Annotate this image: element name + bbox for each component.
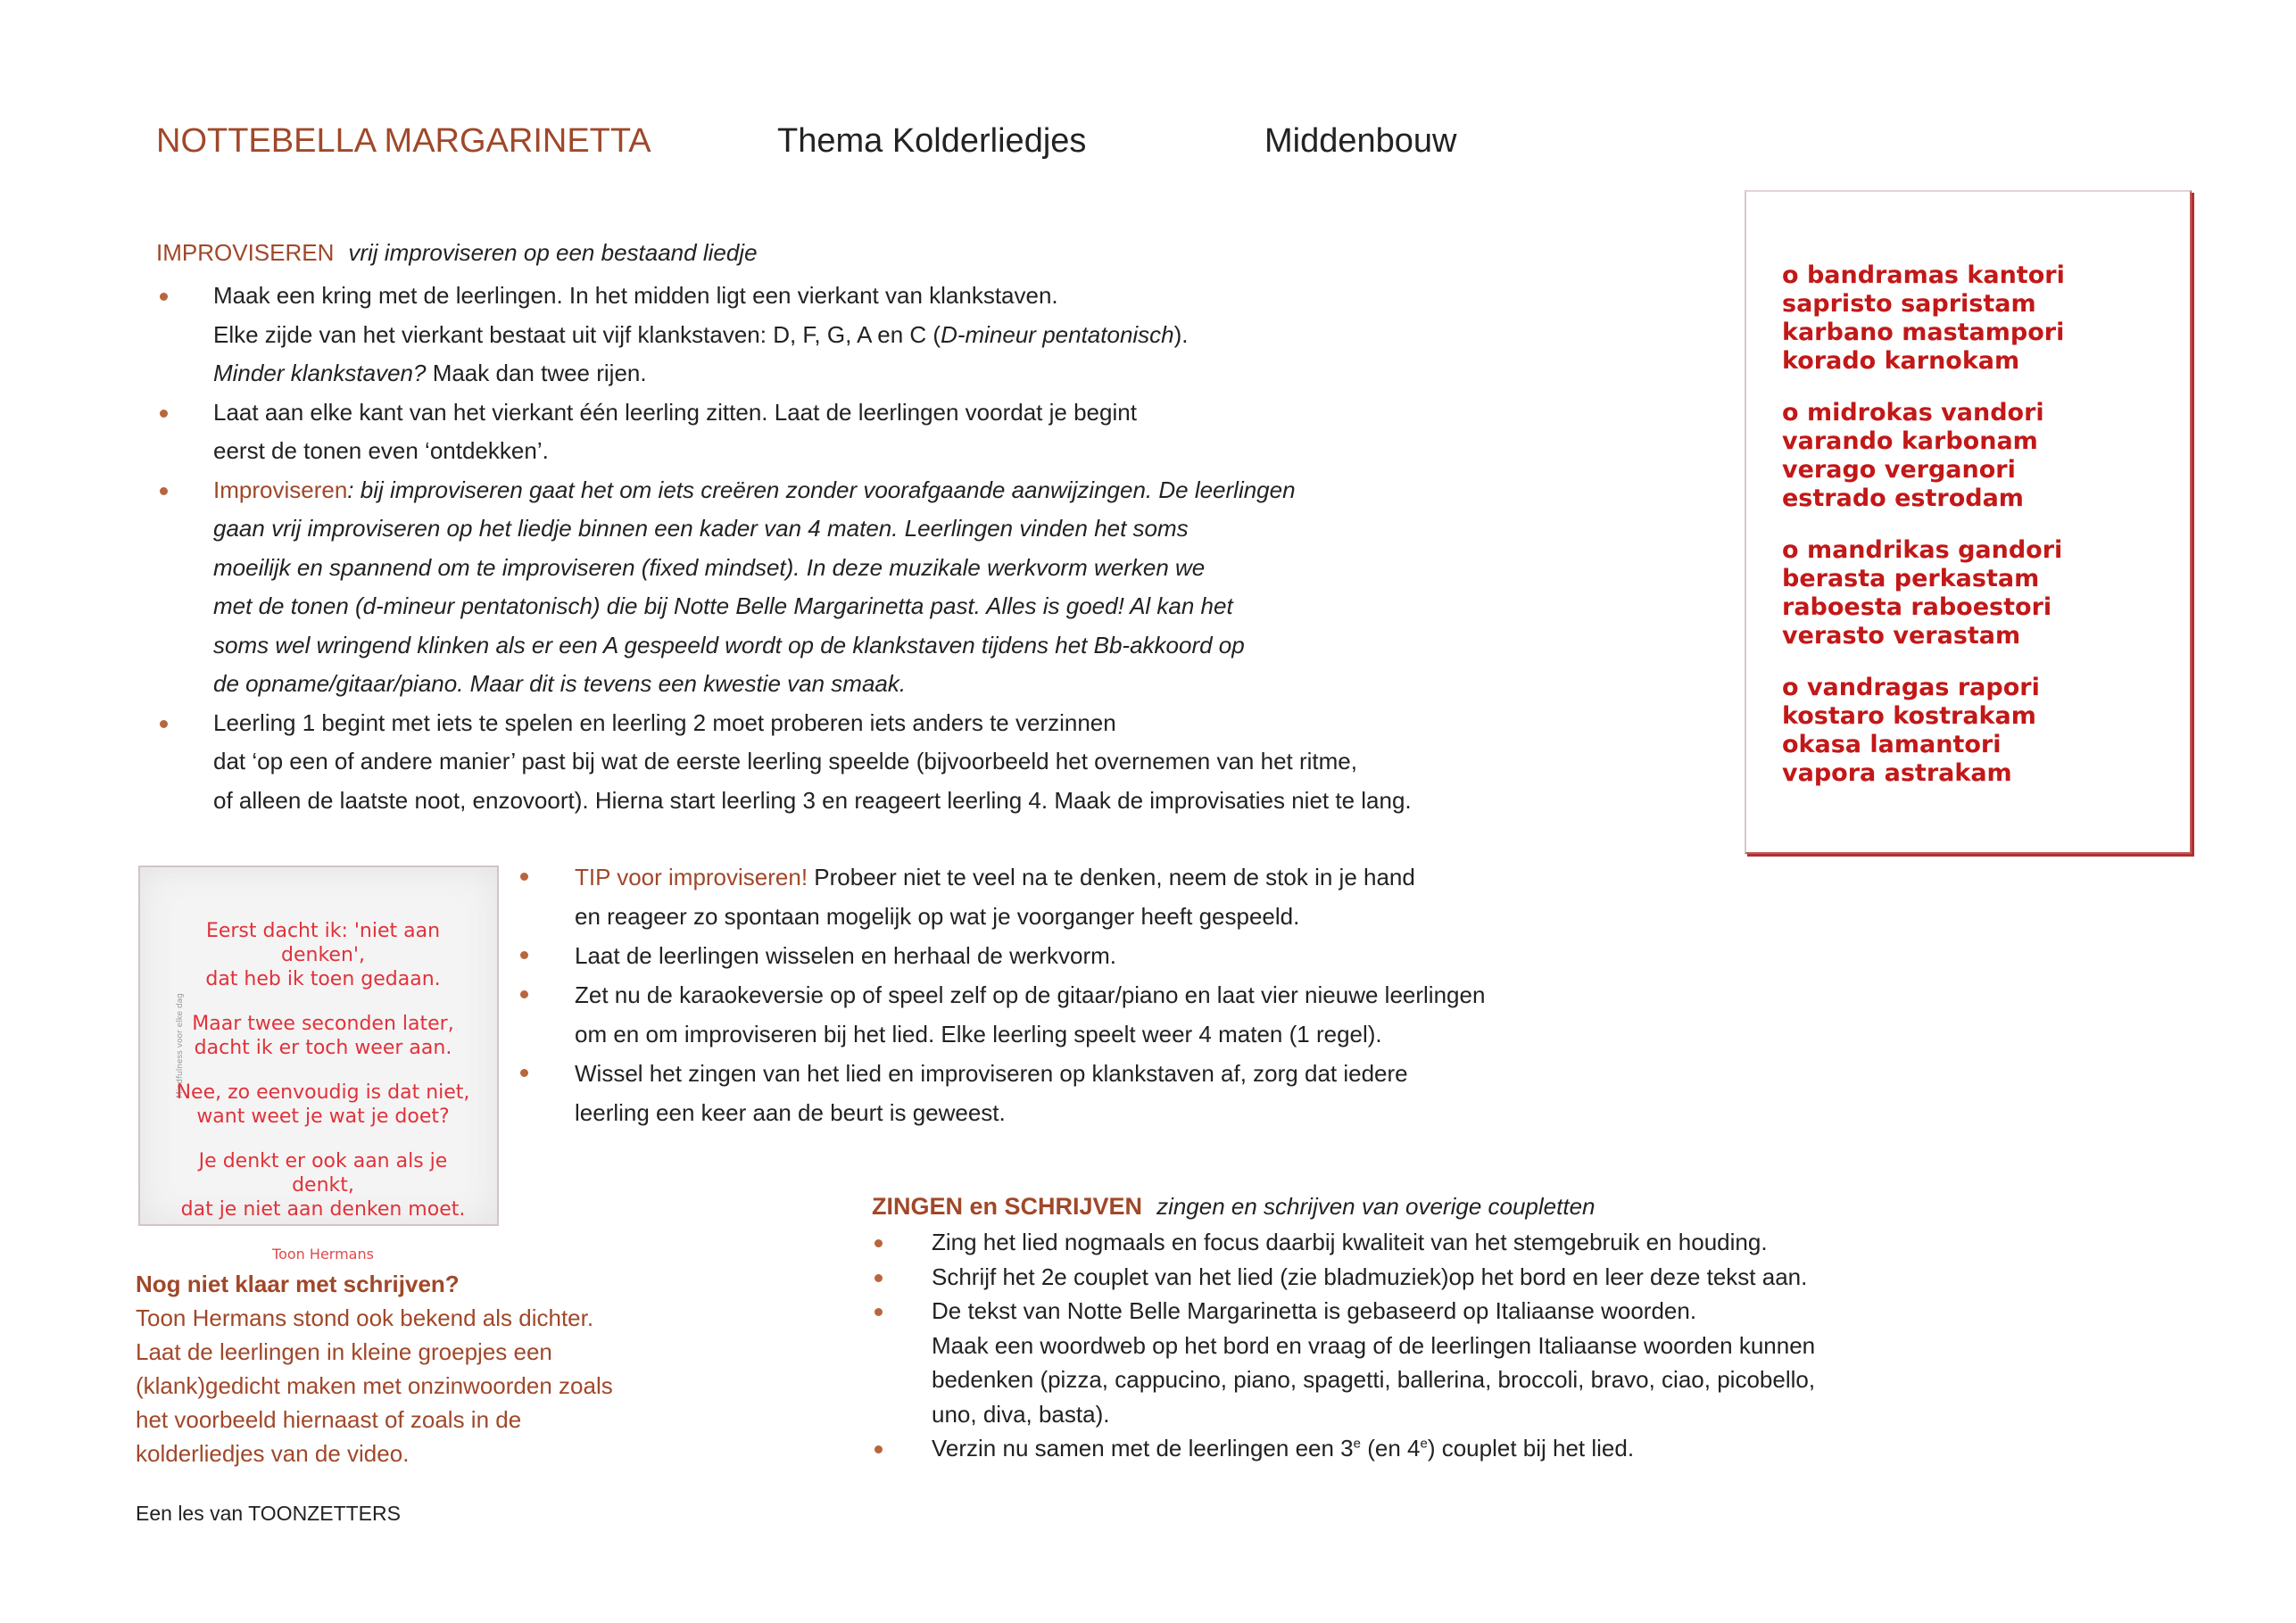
list-item-text: Laat aan elke kant van het vierkant één leerling zitten. Laat de leerlingen voordat je begint	[213, 398, 1137, 426]
quote-line: Eerst dacht ik: 'niet aan denken',	[205, 920, 441, 966]
list-item-text: Zing het lied nogmaals en focus daarbij kwaliteit van het stemgebruik en houding.	[932, 1229, 1768, 1255]
quote-line: Nee, zo eenvoudig is dat niet,	[176, 1081, 470, 1104]
list-item-text	[213, 354, 1691, 393]
list-item-text: om en om improviseren bij het lied. Elke leerling speelt weer 4 maten (1 regel).	[575, 1021, 1382, 1047]
zingen-list	[872, 1225, 1943, 1466]
list-item-text: Laat de leerlingen wisselen en herhaal de werkvorm.	[575, 942, 1117, 969]
list-item-text: en reageer zo spontaan mogelijk op wat je voorganger heeft gespeeld.	[575, 903, 1300, 930]
list-item-text: leerling een keer aan de beurt is geweest.	[575, 1099, 1006, 1126]
list-item	[156, 704, 1691, 821]
list-item	[156, 393, 1691, 471]
tips-list	[518, 857, 1588, 1132]
poem-stanza	[1782, 261, 2065, 376]
quote-stanza	[167, 1012, 479, 1060]
quote-line: want weet je wat je doet?	[196, 1105, 450, 1128]
extra-assignment-line: (klank)gedicht maken met onzinwoorden zoals	[136, 1372, 613, 1399]
list-item	[156, 277, 1691, 393]
poem-line: verasto verastam	[1782, 622, 2021, 650]
list-item	[518, 857, 1588, 936]
zingen-heading	[872, 1191, 1943, 1221]
poem-line: karbano mastampori	[1782, 319, 2065, 346]
extra-assignment-title: Nog niet klaar met schrijven?	[136, 1271, 460, 1297]
improviseren-section	[156, 237, 1691, 820]
text-part: ) couplet bij het lied.	[1427, 1435, 1635, 1462]
list-item-text: De tekst van Notte Belle Margarinetta is gebaseerd op Italiaanse woorden.	[932, 1297, 1697, 1324]
poem-line: raboesta raboestori	[1782, 593, 2052, 621]
text-part: Maak dan twee rijen.	[426, 360, 647, 386]
list-item	[872, 1260, 1943, 1295]
document-title: NOTTEBELLA MARGARINETTA	[156, 122, 651, 160]
improviseren-subtitle: vrij improviseren op een bestaand liedje	[348, 239, 758, 266]
list-item-text: Schrijf het 2e couplet van het lied (zie bladmuziek)op het bord en leer deze tekst aan.	[932, 1263, 1808, 1290]
poem-line: estrado estrodam	[1782, 484, 2024, 512]
poem-line: korado karnokam	[1782, 347, 2020, 375]
list-item	[872, 1294, 1943, 1431]
improviseren-title: IMPROVISEREN	[156, 239, 335, 266]
quote-line: Maar twee seconden later,	[192, 1013, 454, 1035]
superscript: e	[1420, 1436, 1428, 1452]
text-emphasis: Minder klankstaven?	[213, 360, 427, 386]
extra-assignment-line: het voorbeeld hiernaast of zoals in de	[136, 1406, 522, 1433]
zingen-subtitle: zingen en schrijven van overige coupletten	[1156, 1193, 1596, 1220]
poem-line: o vandragas rapori	[1782, 674, 2040, 701]
poem-line: berasta perkastam	[1782, 565, 2040, 592]
list-item-text	[575, 857, 1588, 897]
list-item-text	[213, 471, 1691, 510]
list-item-text: Maak een kring met de leerlingen. In het midden ligt een vierkant van klankstaven.	[213, 282, 1058, 309]
text-part: Elke zijde van het vierkant bestaat uit vijf klankstaven: D, F, G, A en C (	[213, 320, 941, 348]
improviseren-heading	[156, 237, 1691, 268]
poem-line: o bandramas kantori	[1782, 261, 2065, 289]
text-emphasis: D-mineur pentatonisch	[941, 320, 1174, 348]
nonsense-poem-image	[1745, 190, 2192, 854]
list-item-text: soms wel wringend klinken als er een A gespeeld wordt op de klankstaven tijdens het Bb-akkoord op	[213, 631, 1245, 658]
list-item-text	[932, 1431, 1943, 1466]
superscript: e	[1353, 1436, 1361, 1452]
theme-label: Thema Kolderliedjes	[777, 122, 1087, 160]
improviseren-label: Improviseren	[213, 476, 348, 503]
poem-line: verago verganori	[1782, 456, 2016, 484]
quote-text	[167, 919, 479, 1266]
list-item-text: de opname/gitaar/piano. Maar dit is tevens een kwestie van smaak.	[213, 670, 907, 697]
poem-line: okasa lamantori	[1782, 731, 2002, 758]
text-part: (en 4	[1360, 1435, 1421, 1462]
quote-image	[138, 865, 499, 1263]
extra-assignment-line: Toon Hermans stond ook bekend als dichter.	[136, 1304, 594, 1331]
list-item-text: bedenken (pizza, cappucino, piano, spagetti, ballerina, broccoli, bravo, ciao, picobello,	[932, 1366, 1816, 1393]
list-item	[518, 1054, 1588, 1132]
quote-side-text: Mindfulness voor elke dag	[175, 993, 185, 1098]
text-part: Probeer niet te veel na te denken, neem de stok in je hand	[808, 864, 1415, 890]
poem-line: kostaro kostrakam	[1782, 702, 2036, 730]
quote-line: dat heb ik toen gedaan.	[205, 968, 441, 990]
poem-line: varando karbonam	[1782, 427, 2038, 455]
zingen-section	[872, 1191, 1943, 1466]
list-item-text: Wissel het zingen van het lied en improviseren op klankstaven af, zorg dat iedere	[575, 1060, 1408, 1087]
quote-stanza	[167, 1149, 479, 1221]
quote-stanza	[167, 1081, 479, 1129]
list-item-text: moeilijk en spannend om te improviseren (fixed mindset). In deze muzikale werkvorm werken we	[213, 553, 1206, 581]
extra-assignment-line: Laat de leerlingen in kleine groepjes een	[136, 1338, 552, 1365]
nonsense-poem	[1782, 261, 2065, 811]
list-item	[872, 1431, 1943, 1466]
level-label: Middenbouw	[1264, 122, 1457, 160]
list-item-text: Leerling 1 begint met iets te spelen en leerling 2 moet proberen iets anders te verzinnen	[213, 708, 1116, 736]
quote-line: dat je niet aan denken moet.	[180, 1198, 466, 1221]
poem-stanza	[1782, 536, 2065, 650]
poem-stanza	[1782, 674, 2065, 788]
text-part: Verzin nu samen met de leerlingen een 3	[932, 1435, 1354, 1462]
extra-assignment-line: kolderliedjes van de video.	[136, 1440, 410, 1467]
list-item-text: Zet nu de karaokeversie op of speel zelf op de gitaar/piano en laat vier nieuwe leerlingen	[575, 981, 1486, 1008]
improviseren-list	[156, 277, 1691, 820]
list-item-text: uno, diva, basta).	[932, 1400, 1110, 1428]
quote-line: Je denkt er ook aan als je denkt,	[198, 1150, 448, 1197]
text-emphasis: : bij improviseren gaat het om iets creëren zonder voorafgaande aanwijzingen. De leerlingen	[347, 476, 1296, 503]
poem-line: vapora astrakam	[1782, 759, 2012, 787]
quote-author: Toon Hermans	[272, 1246, 374, 1263]
text-part: ).	[1173, 320, 1189, 348]
list-item	[872, 1225, 1943, 1260]
list-item-text: dat ‘op een of andere manier’ past bij wat de eerste leerling speelde (bijvoorbeeld het overnemen van het ritme,	[213, 748, 1357, 774]
list-item-text: of alleen de laatste noot, enzovoort). Hierna start leerling 3 en reageert leerling 4. Maak de improvisaties niet te lang.	[213, 786, 1412, 814]
quote-line: dacht ik er toch weer aan.	[194, 1037, 452, 1059]
list-item	[518, 936, 1588, 975]
list-item-text: met de tonen (d-mineur pentatonisch) die bij Notte Belle Margarinetta past. Alles is goed! Al kan het	[213, 592, 1233, 619]
list-item-text: eerst de tonen even ‘ontdekken’.	[213, 437, 549, 464]
poem-line: o midrokas vandori	[1782, 399, 2044, 426]
zingen-title: ZINGEN en SCHRIJVEN	[872, 1193, 1143, 1220]
poem-stanza	[1782, 399, 2065, 513]
list-item-text: Maak een woordweb op het bord en vraag of de leerlingen Italiaanse woorden kunnen	[932, 1331, 1816, 1359]
poem-line: sapristo sapristam	[1782, 290, 2036, 318]
list-item	[518, 975, 1588, 1054]
quote-stanza	[167, 919, 479, 991]
extra-assignment	[136, 1267, 689, 1470]
list-item-text	[213, 316, 1691, 355]
poem-line: o mandrikas gandori	[1782, 536, 2063, 564]
list-item	[156, 471, 1691, 704]
footer-credit: Een les van TOONZETTERS	[136, 1502, 401, 1525]
tip-label: TIP voor improviseren!	[575, 864, 808, 890]
list-item-text: gaan vrij improviseren op het liedje binnen een kader van 4 maten. Leerlingen vinden het soms	[213, 515, 1189, 542]
